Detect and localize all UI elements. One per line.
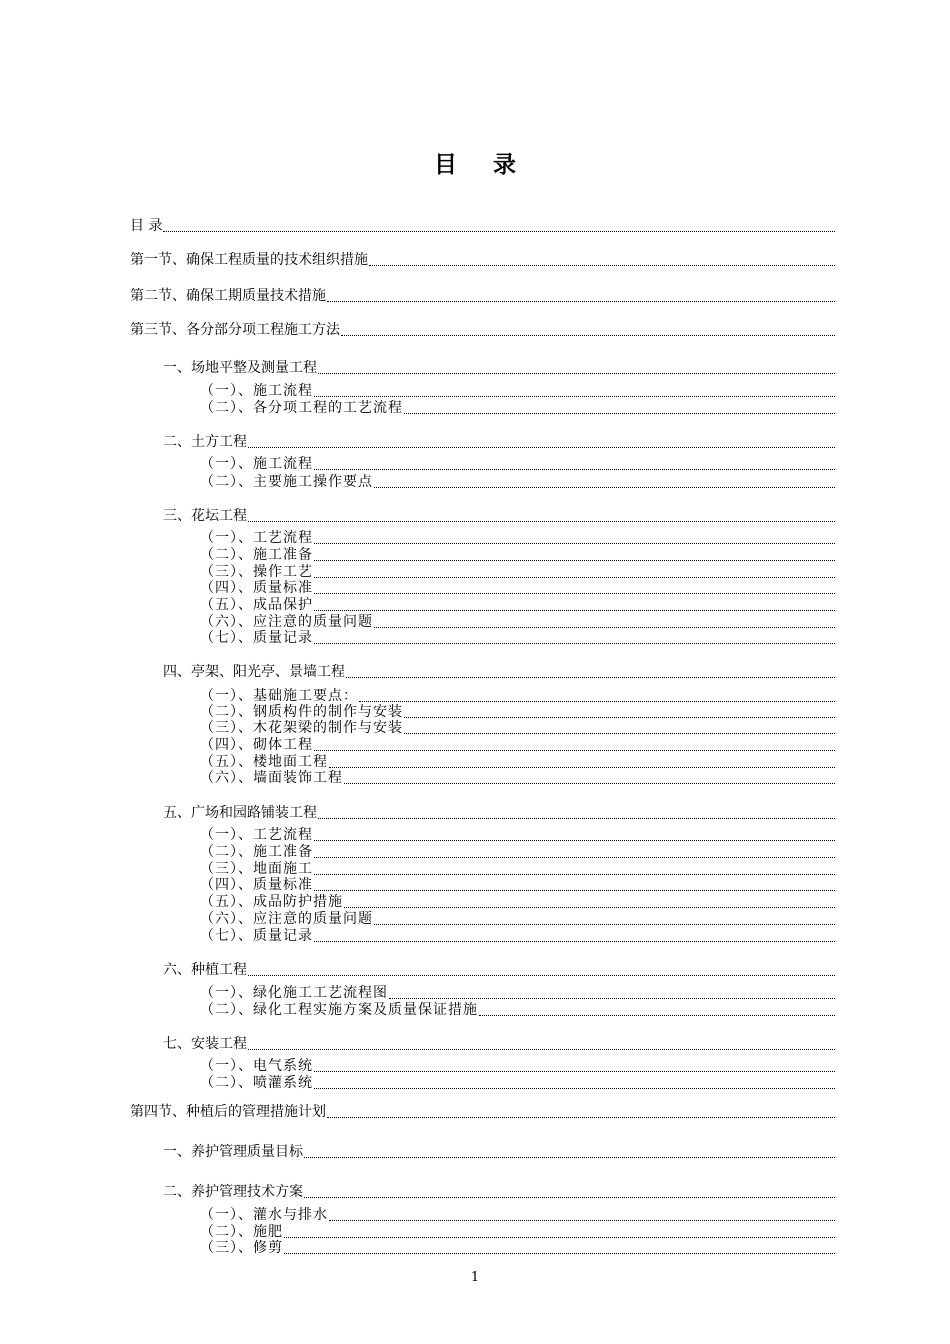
toc-entry[interactable]: [130, 252, 835, 269]
page-title: 目 录: [433, 152, 530, 178]
toc-entry-label: （二）、主要施工操作要点: [200, 474, 373, 490]
toc-entry[interactable]: [200, 737, 835, 754]
dot-leader: [479, 1015, 835, 1016]
dot-leader: [327, 301, 835, 302]
toc-entry[interactable]: [130, 218, 835, 235]
toc-entry[interactable]: [200, 720, 835, 737]
dot-leader: [304, 1197, 835, 1198]
dot-leader: [389, 998, 835, 999]
dot-leader: [284, 1253, 835, 1254]
toc-entry-label: 一、场地平整及测量工程: [163, 360, 317, 376]
toc-entry[interactable]: [163, 664, 835, 681]
toc-entry[interactable]: [200, 400, 835, 417]
toc-entry[interactable]: [130, 288, 835, 305]
toc-entry-label: 六、种植工程: [163, 962, 247, 978]
dot-leader: [284, 1237, 835, 1238]
toc-entry-label: （二）、各分项工程的工艺流程: [200, 400, 403, 416]
dot-leader: [404, 413, 835, 414]
toc-entry-label: （三）、操作工艺: [200, 564, 313, 580]
toc-entry-label: （一）、灌水与排水: [200, 1207, 328, 1223]
toc-entry-label: （一）、工艺流程: [200, 530, 313, 546]
toc-entry[interactable]: [200, 1002, 835, 1019]
dot-leader: [314, 874, 835, 875]
toc-entry[interactable]: [200, 770, 835, 787]
toc-entry-label: （三）、修剪: [200, 1240, 283, 1256]
toc-entry-label: （四）、砌体工程: [200, 737, 313, 753]
toc-entry[interactable]: [163, 434, 835, 451]
toc-entry[interactable]: [200, 985, 835, 1002]
dot-leader: [304, 1157, 835, 1158]
toc-entry[interactable]: [200, 827, 835, 844]
dot-leader: [344, 907, 835, 908]
toc-entry-label: 第一节、确保工程质量的技术组织措施: [130, 252, 368, 268]
dot-leader: [346, 677, 835, 678]
toc-entry[interactable]: [200, 630, 835, 647]
toc-entry-label: （五）、楼地面工程: [200, 754, 328, 770]
toc-entry-label: （三）、地面施工: [200, 861, 313, 877]
toc-entry-label: （六）、墙面装饰工程: [200, 770, 343, 786]
dot-leader: [314, 643, 835, 644]
dot-leader: [314, 593, 835, 594]
toc-entry[interactable]: [200, 704, 835, 721]
page-number: 1: [470, 1270, 480, 1285]
toc-entry[interactable]: [130, 322, 835, 339]
toc-entry-label: （二）、施工准备: [200, 547, 313, 563]
toc-entry[interactable]: [163, 1036, 835, 1053]
dot-leader: [163, 231, 835, 232]
dot-leader: [314, 941, 835, 942]
toc-entry[interactable]: [163, 1184, 835, 1201]
toc-entry-label: （二）、施工准备: [200, 844, 313, 860]
toc-entry[interactable]: [200, 1075, 835, 1092]
dot-leader: [314, 857, 835, 858]
toc-entry-label: 三、花坛工程: [163, 508, 247, 524]
dot-leader: [314, 1071, 835, 1072]
dot-leader: [314, 890, 835, 891]
dot-leader: [404, 717, 835, 718]
toc-entry[interactable]: [200, 564, 835, 581]
dot-leader: [314, 840, 835, 841]
toc-entry[interactable]: [130, 1104, 835, 1121]
dot-leader: [318, 373, 835, 374]
toc-entry-label: （二）、绿化工程实施方案及质量保证措施: [200, 1002, 478, 1018]
toc-entry[interactable]: [163, 962, 835, 979]
toc-entry[interactable]: [200, 911, 835, 928]
dot-leader: [314, 1088, 835, 1089]
dot-leader: [327, 1117, 835, 1118]
toc-entry[interactable]: [163, 508, 835, 525]
toc-entry-label: （一）、施工流程: [200, 383, 313, 399]
toc-entry-label: （五）、成品防护措施: [200, 894, 343, 910]
toc-entry[interactable]: [200, 1224, 835, 1241]
toc-entry-label: 第二节、确保工期质量技术措施: [130, 288, 326, 304]
dot-leader: [314, 560, 835, 561]
toc-entry-label: （六）、应注意的质量问题: [200, 614, 373, 630]
toc-entry[interactable]: [200, 844, 835, 861]
toc-entry[interactable]: [200, 530, 835, 547]
toc-entry-label: （二）、钢质构件的制作与安装: [200, 704, 403, 720]
toc-entry-label: 四、亭架、阳光亭、景墙工程: [163, 664, 345, 680]
toc-entry-label: （七）、质量记录: [200, 630, 313, 646]
dot-leader: [314, 469, 835, 470]
dot-leader: [314, 396, 835, 397]
toc-entry[interactable]: [200, 894, 835, 911]
toc-entry[interactable]: [200, 614, 835, 631]
dot-leader: [248, 447, 835, 448]
toc-entry[interactable]: [200, 456, 835, 473]
toc-entry-label: 目 录: [130, 218, 163, 234]
toc-entry-label: （一）、绿化施工工艺流程图: [200, 985, 388, 1001]
toc-entry[interactable]: [200, 383, 835, 400]
dot-leader: [314, 543, 835, 544]
toc-entry-label: 第三节、各分部分项工程施工方法: [130, 322, 340, 338]
toc-entry-label: （一）、电气系统: [200, 1058, 313, 1074]
toc-entry-label: （四）、质量标准: [200, 877, 313, 893]
dot-leader: [374, 924, 835, 925]
dot-leader: [344, 783, 835, 784]
dot-leader: [314, 750, 835, 751]
toc-entry-label: （二）、喷灌系统: [200, 1075, 313, 1091]
dot-leader: [329, 1220, 835, 1221]
toc-entry-label: 第四节、种植后的管理措施计划: [130, 1104, 326, 1120]
dot-leader: [359, 701, 835, 702]
toc-entry[interactable]: [200, 861, 835, 878]
toc-entry[interactable]: [200, 1240, 835, 1257]
dot-leader: [404, 733, 835, 734]
toc-entry[interactable]: [200, 474, 835, 491]
toc-entry[interactable]: [200, 580, 835, 597]
toc-entry[interactable]: [200, 688, 835, 705]
toc-entry-label: 二、土方工程: [163, 434, 247, 450]
toc-entry[interactable]: [163, 1144, 835, 1161]
toc-entry-label: （一）、工艺流程: [200, 827, 313, 843]
toc-entry-label: 七、安装工程: [163, 1036, 247, 1052]
toc-entry-label: （三）、木花架梁的制作与安装: [200, 720, 403, 736]
dot-leader: [248, 975, 835, 976]
toc-entry[interactable]: [200, 1207, 835, 1224]
toc-entry-label: 二、养护管理技术方案: [163, 1184, 303, 1200]
dot-leader: [329, 767, 835, 768]
toc-entry[interactable]: [200, 547, 835, 564]
dot-leader: [374, 627, 835, 628]
toc-entry-label: 五、广场和园路铺装工程: [163, 805, 317, 821]
toc-entry-label: （一）、基础施工要点：: [200, 688, 358, 704]
toc-entry[interactable]: [200, 928, 835, 945]
toc-entry[interactable]: [163, 360, 835, 377]
toc-entry-label: （六）、应注意的质量问题: [200, 911, 373, 927]
toc-entry-label: （一）、施工流程: [200, 456, 313, 472]
toc-entry[interactable]: [200, 877, 835, 894]
toc-entry[interactable]: [163, 805, 835, 822]
dot-leader: [374, 487, 835, 488]
toc-entry-label: （五）、成品保护: [200, 597, 313, 613]
toc-entry-label: 一、养护管理质量目标: [163, 1144, 303, 1160]
dot-leader: [341, 335, 835, 336]
toc-entry-label: （七）、质量记录: [200, 928, 313, 944]
toc-entry-label: （四）、质量标准: [200, 580, 313, 596]
toc-entry[interactable]: [200, 597, 835, 614]
dot-leader: [314, 577, 835, 578]
dot-leader: [248, 521, 835, 522]
dot-leader: [318, 818, 835, 819]
dot-leader: [314, 610, 835, 611]
dot-leader: [369, 265, 835, 266]
toc-entry-label: （二）、施肥: [200, 1224, 283, 1240]
dot-leader: [248, 1049, 835, 1050]
toc-entry[interactable]: [200, 1058, 835, 1075]
toc-entry[interactable]: [200, 754, 835, 771]
